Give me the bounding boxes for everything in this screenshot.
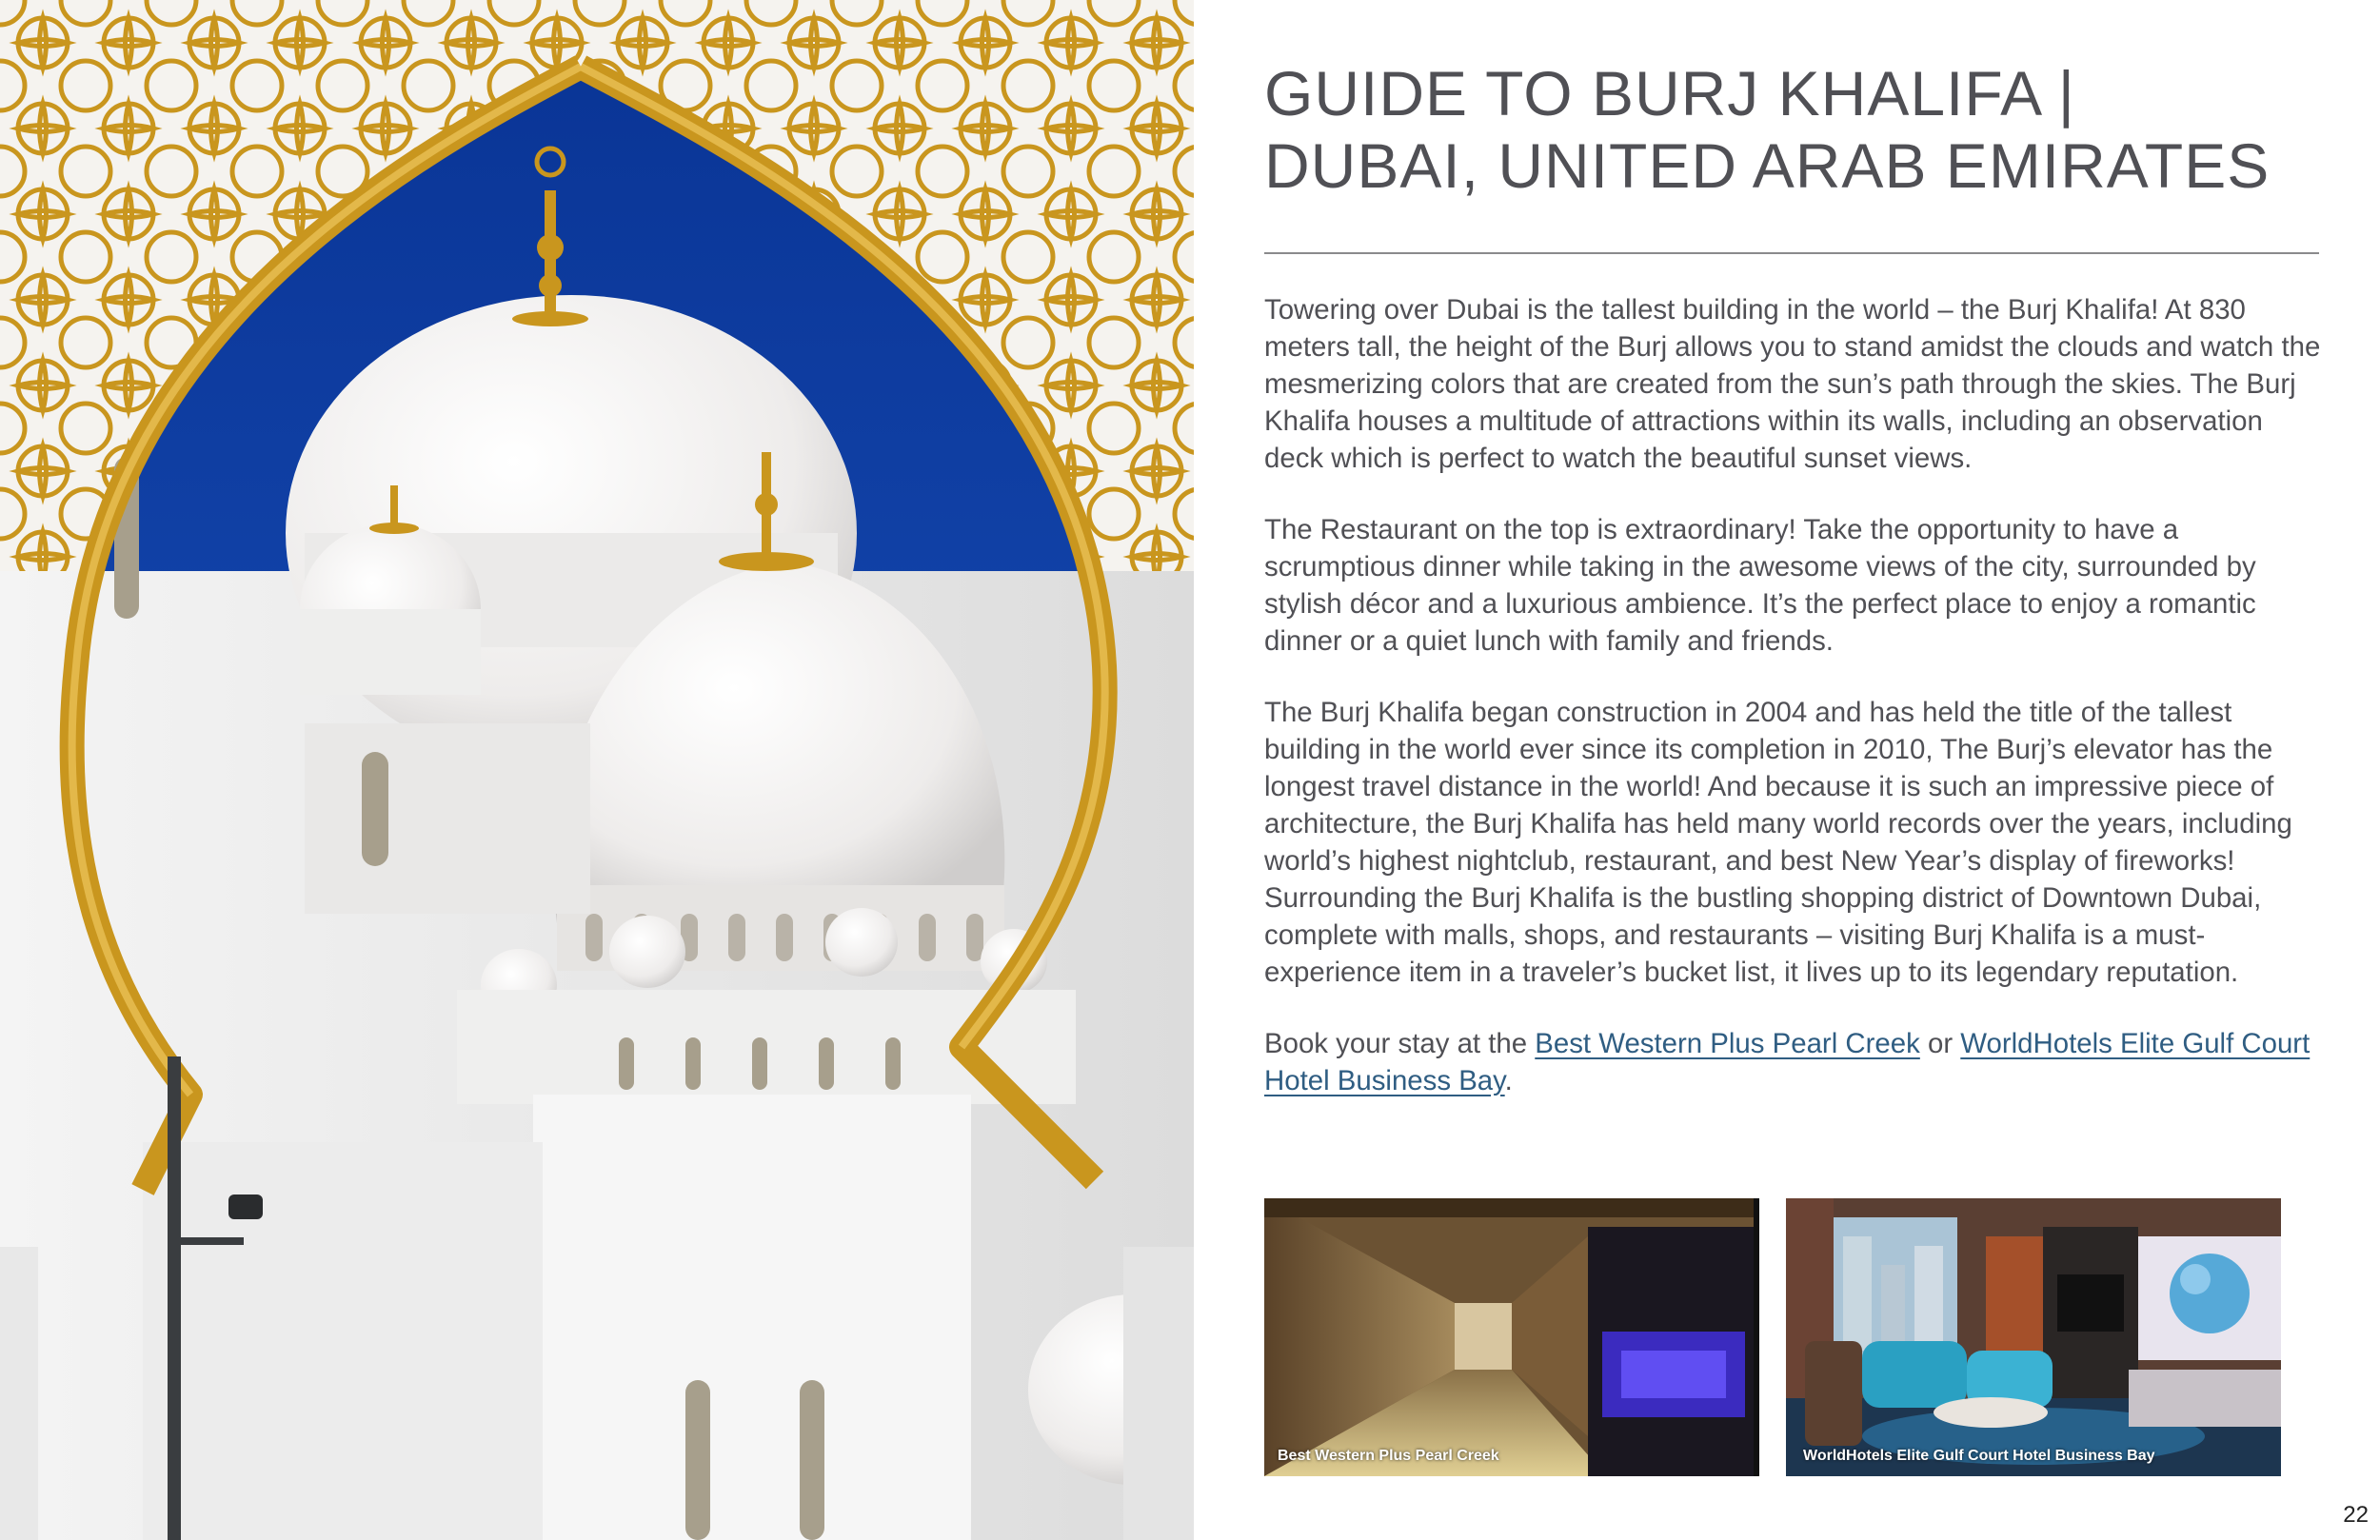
paragraph-booking <box>1264 1025 2321 1099</box>
title-divider <box>1264 252 2319 254</box>
link-worldhotels[interactable]: WorldHotels Elite Gulf Court Hotel Business Bay <box>1264 1028 2311 1096</box>
hotel-caption: Best Western Plus Pearl Creek <box>1278 1448 1499 1464</box>
title-line-1: GUIDE TO BURJ KHALIFA | <box>1264 58 2075 128</box>
hotel-photo-corridor <box>1264 1198 1759 1476</box>
hotel-card-worldhotels[interactable] <box>1786 1198 2281 1476</box>
page-title <box>1264 57 2319 202</box>
booking-suffix: . <box>1504 1065 1513 1096</box>
article <box>1264 57 2321 1096</box>
link-best-western[interactable]: Best Western Plus Pearl Creek <box>1535 1028 1920 1059</box>
hotel-photo-bedroom <box>1786 1198 2281 1476</box>
booking-prefix: Book your stay at the <box>1264 1028 1536 1059</box>
booking-middle: or <box>1919 1028 1961 1059</box>
hotel-gallery <box>1264 1198 2283 1476</box>
hotel-caption: WorldHotels Elite Gulf Court Hotel Business Bay <box>1803 1448 2155 1464</box>
hotel-card-best-western[interactable] <box>1264 1198 1759 1476</box>
paragraph-history: The Burj Khalifa began construction in 2004 and has held the title of the tallest building in the world ever since its completion in 2010, The Burj’s elevator has the longest travel distance in the world! And because it is such an impressive piece of architecture, the Burj Khalifa has held many world records over the years, including world’s highest nightclub, restaurant, and best New Year’s display of fireworks! Surrounding the Burj Khalifa is the bustling shopping district of Downtown Dubai, complete with malls, shops, and restaurants – visiting Burj Khalifa is a must-experience item in a traveler’s bucket list, it lives up to its legendary reputation. <box>1264 697 2292 988</box>
article-body <box>1264 291 2321 1134</box>
page-number: 22 <box>2343 1502 2369 1528</box>
paragraph-restaurant: The Restaurant on the top is extraordinary! Take the opportunity to have a scrumptious dinner while taking in the awesome views of the city, surrounded by stylish décor and a luxurious ambience. It’s the perfect place to enjoy a romantic dinner or a quiet lunch with family and friends. <box>1264 514 2256 657</box>
title-line-2: DUBAI, UNITED ARAB EMIRATES <box>1264 130 2271 201</box>
paragraph-intro: Towering over Dubai is the tallest building in the world – the Burj Khalifa! At 830 meters tall, the height of the Burj allows you to stand amidst the clouds and watch the mesmerizing colors that are created from the sun’s path through the skies. The Burj Khalifa houses a multitude of attractions within its walls, including an observation deck which is perfect to watch the beautiful sunset views. <box>1264 294 2321 474</box>
